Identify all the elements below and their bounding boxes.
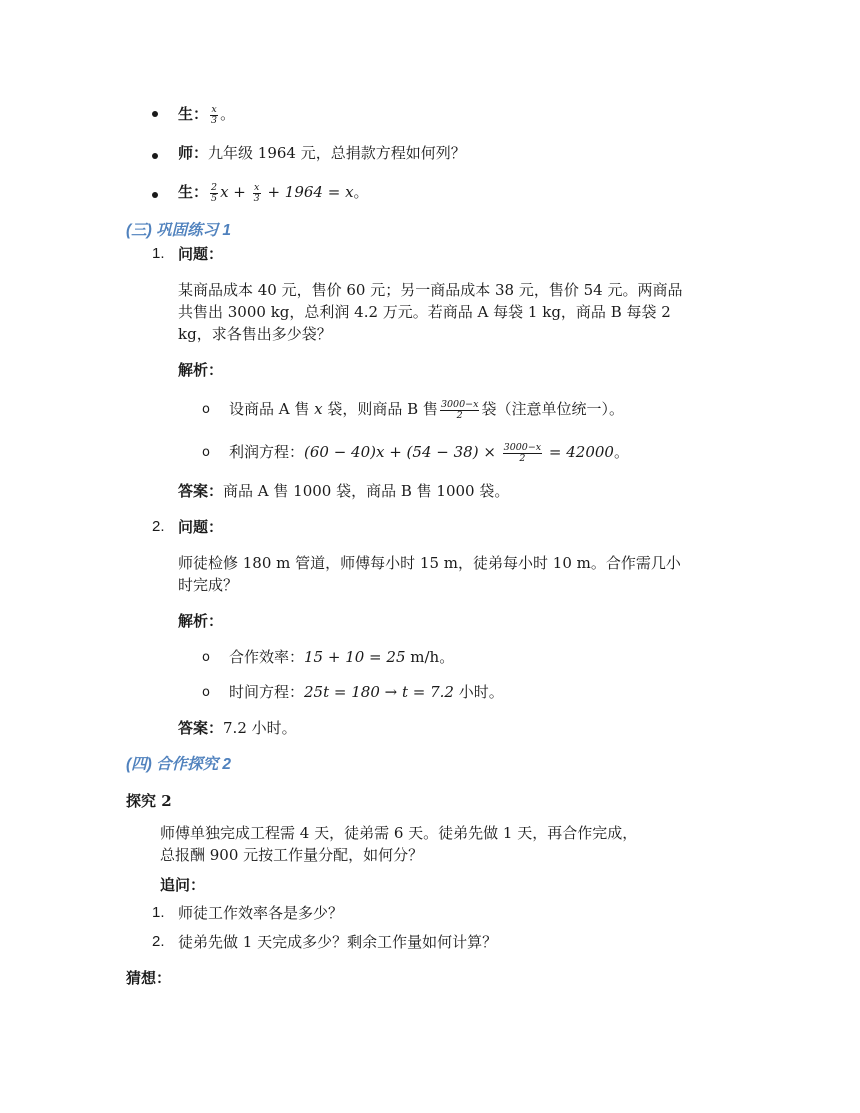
speaker: 师： [178, 144, 209, 162]
answer-line: 答案：7.2 小时。 [178, 719, 297, 737]
question-label: 问题： [178, 518, 224, 536]
list-item: 师徒工作效率各是多少？ [178, 904, 344, 922]
section-heading: (三) 巩固练习 1 [126, 222, 232, 239]
speaker: 生： [178, 105, 209, 123]
speaker: 生： [178, 183, 209, 201]
dialog-line-1: 生： $\frac{x}{3}$ 。 [178, 103, 236, 126]
dialog-line-3: 生： $\frac{2}{5}$ x + $\frac{x}{3}$ + 1964 = x。 [178, 181, 369, 204]
question-text: 共售出 3000 kg，总利润 4.2 万元。若商品 A 每袋 1 kg，商品 B 每袋 2 [178, 303, 671, 321]
circle-bullet-icon: o [202, 445, 210, 460]
circle-bullet-icon: o [202, 402, 210, 417]
subheading: 探究 2 [126, 792, 172, 810]
question-text: 时完成？ [178, 576, 239, 594]
dialog-line-2: 师：九年级 1964 元，总捐款方程如何列？ [178, 144, 466, 162]
question-text: kg，求各售出多少袋？ [178, 325, 332, 343]
guess-label: 猜想： [126, 969, 172, 987]
circle-bullet-icon: o [202, 650, 210, 665]
fraction: $\frac{x}{3}$ [211, 103, 218, 126]
analysis-step: 合作效率：15 + 10 = 25 m/h。 [229, 648, 455, 666]
section-heading: (四) 合作探究 2 [126, 756, 232, 773]
list-number: 1. [152, 904, 165, 921]
analysis-step: 设商品 A 售 x 袋，则商品 B 售 $\frac{3000-x}{2}$ 袋（注意单位统一）。 [229, 398, 624, 421]
bullet-icon [152, 111, 158, 117]
analysis-label: 解析： [178, 361, 224, 379]
answer-line: 答案：商品 A 售 1000 袋，商品 B 售 1000 袋。 [178, 482, 510, 500]
bullet-icon [152, 153, 158, 159]
question-label: 问题： [178, 245, 224, 263]
list-item: 徒弟先做 1 天完成多少？剩余工作量如何计算？ [178, 933, 498, 951]
list-number: 2. [152, 518, 165, 535]
problem-text: 总报酬 900 元按工作量分配，如何分？ [160, 846, 424, 864]
list-number: 2. [152, 933, 165, 950]
fraction: $\frac{3000-x}{2}$ [503, 441, 542, 464]
fraction: $\frac{x}{3}$ [253, 181, 260, 204]
question-text: 某商品成本 40 元，售价 60 元；另一商品成本 38 元，售价 54 元。两商品 [178, 281, 683, 299]
followup-label: 追问： [160, 876, 206, 894]
problem-text: 师傅单独完成工程需 4 天，徒弟需 6 天。徒弟先做 1 天，再合作完成， [160, 824, 638, 842]
fraction: $\frac{3000-x}{2}$ [440, 398, 479, 421]
analysis-label: 解析： [178, 612, 224, 630]
question-text: 师徒检修 180 m 管道，师傅每小时 15 m，徒弟每小时 10 m。合作需几小 [178, 554, 681, 572]
circle-bullet-icon: o [202, 685, 210, 700]
analysis-step: 时间方程：25t = 180 → t = 7.2 小时。 [229, 683, 504, 701]
fraction: $\frac{2}{5}$ [211, 181, 218, 204]
list-number: 1. [152, 245, 165, 262]
analysis-step: 利润方程：(60 − 40)x + (54 − 38) × $\frac{3000-x}{2}$ = 42000。 [229, 441, 629, 464]
bullet-icon [152, 192, 158, 198]
